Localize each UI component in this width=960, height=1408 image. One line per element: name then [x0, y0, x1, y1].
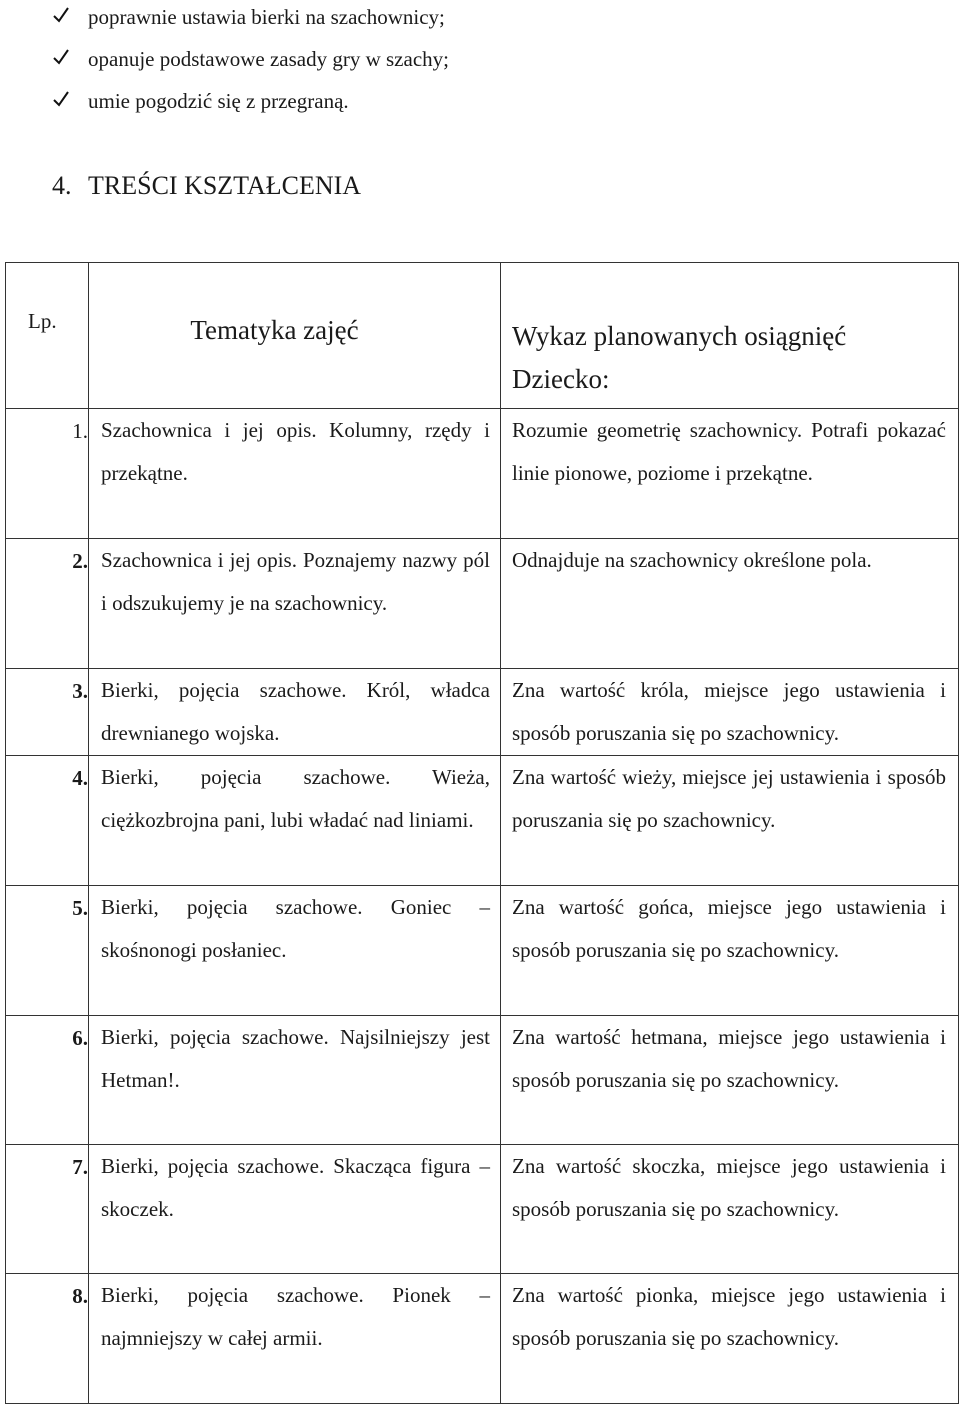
topic-text: Szachownica i jej opis. Kolumny, rzędy i przekątne.	[101, 418, 490, 485]
topic-cell	[89, 886, 501, 1016]
table-row	[6, 1016, 959, 1145]
outcome-cell	[501, 1274, 959, 1404]
row-number: 2.	[72, 549, 88, 573]
checklist-item-text: umie pogodzić się z przegraną.	[88, 89, 349, 113]
outcome-text: Zna wartość gońca, miejsce jego ustawienia i sposób poruszania się po szachownicy.	[512, 895, 946, 962]
table-row	[6, 539, 959, 669]
row-number-cell	[6, 886, 89, 1016]
topic-text: Szachownica i jej opis. Poznajemy nazwy pól i odszukujemy je na szachownicy.	[101, 548, 490, 615]
outcome-cell	[501, 669, 959, 756]
outcome-cell	[501, 1016, 959, 1145]
table-row	[6, 756, 959, 886]
section-number: 4.	[52, 171, 72, 200]
topic-text: Bierki, pojęcia szachowe. Goniec – skośnonogi posłaniec.	[101, 895, 490, 962]
row-number-cell	[6, 1145, 89, 1274]
outcome-cell	[501, 539, 959, 669]
header-outcomes-subtitle: Dziecko:	[512, 364, 610, 394]
header-outcomes-title: Wykaz planowanych osiągnięć	[512, 321, 847, 351]
checkmark-icon	[52, 42, 88, 66]
topic-text: Bierki, pojęcia szachowe. Skacząca figura – skoczek.	[101, 1154, 490, 1221]
outcome-text: Zna wartość skoczka, miejsce jego ustawienia i sposób poruszania się po szachownicy.	[512, 1154, 946, 1221]
topic-cell	[89, 756, 501, 886]
topic-text: Bierki, pojęcia szachowe. Wieża, ciężkozbrojna pani, lubi władać nad liniami.	[101, 765, 490, 832]
row-number: 1.	[72, 419, 88, 443]
outcome-cell	[501, 409, 959, 539]
outcome-text: Rozumie geometrię szachownicy. Potrafi pokazać linie pionowe, poziome i przekątne.	[512, 418, 946, 485]
row-number: 6.	[72, 1026, 88, 1050]
topic-cell	[89, 1016, 501, 1145]
table-row	[6, 409, 959, 539]
topic-text: Bierki, pojęcia szachowe. Król, władca drewnianego wojska.	[101, 678, 490, 745]
topic-cell	[89, 409, 501, 539]
topic-text: Bierki, pojęcia szachowe. Najsilniejszy jest Hetman!.	[101, 1025, 490, 1092]
row-number-cell	[6, 756, 89, 886]
row-number-cell	[6, 409, 89, 539]
outcome-checklist	[52, 0, 449, 126]
outcome-text: Zna wartość króla, miejsce jego ustawienia i sposób poruszania się po szachownicy.	[512, 678, 946, 745]
header-outcomes	[501, 263, 959, 409]
row-number: 4.	[72, 766, 88, 790]
table-row	[6, 669, 959, 756]
curriculum-table	[5, 262, 959, 1404]
checkmark-icon	[52, 84, 88, 108]
row-number: 3.	[72, 679, 88, 703]
outcome-cell	[501, 756, 959, 886]
section-heading	[52, 166, 361, 206]
outcome-cell	[501, 886, 959, 1016]
table-row	[6, 886, 959, 1016]
table-row	[6, 1145, 959, 1274]
row-number-cell	[6, 1274, 89, 1404]
section-title: TREŚCI KSZTAŁCENIA	[88, 171, 362, 200]
checklist-item	[52, 84, 449, 126]
table-row	[6, 1274, 959, 1404]
row-number-cell	[6, 539, 89, 669]
topic-text: Bierki, pojęcia szachowe. Pionek – najmniejszy w całej armii.	[101, 1283, 490, 1350]
row-number: 8.	[72, 1284, 88, 1308]
checklist-item-text: opanuje podstawowe zasady gry w szachy;	[88, 47, 449, 71]
row-number: 5.	[72, 896, 88, 920]
outcome-text: Zna wartość hetmana, miejsce jego ustawienia i sposób poruszania się po szachownicy.	[512, 1025, 946, 1092]
outcome-cell	[501, 1145, 959, 1274]
topic-cell	[89, 1145, 501, 1274]
header-topic: Tematyka zajęć	[89, 263, 501, 409]
topic-cell	[89, 1274, 501, 1404]
checkmark-icon	[52, 0, 88, 24]
table-header-row	[6, 263, 959, 409]
topic-cell	[89, 539, 501, 669]
row-number-cell	[6, 1016, 89, 1145]
topic-cell	[89, 669, 501, 756]
checklist-item	[52, 0, 449, 42]
row-number: 7.	[72, 1155, 88, 1179]
row-number-cell	[6, 669, 89, 756]
outcome-text: Zna wartość wieży, miejsce jej ustawienia i sposób poruszania się po szachownicy.	[512, 765, 946, 832]
checklist-item	[52, 42, 449, 84]
outcome-text: Odnajduje na szachownicy określone pola.	[512, 548, 872, 572]
outcome-text: Zna wartość pionka, miejsce jego ustawienia i sposób poruszania się po szachownicy.	[512, 1283, 946, 1350]
checklist-item-text: poprawnie ustawia bierki na szachownicy;	[88, 5, 445, 29]
header-lp: Lp.	[6, 263, 89, 409]
